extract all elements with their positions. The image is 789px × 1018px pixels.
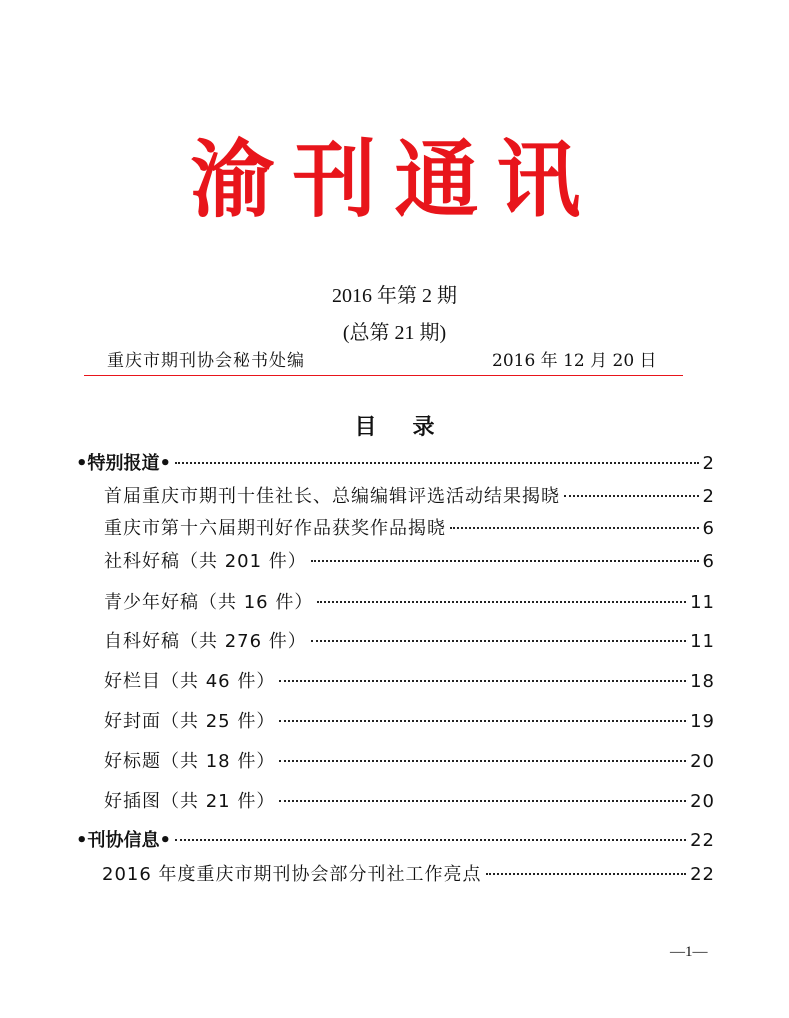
toc-entry[interactable] [104, 707, 715, 733]
dot-leader [486, 873, 687, 875]
toc-entry-label: 青少年好稿（共 16 件） [104, 592, 314, 613]
toc-entry-page: 19 [690, 711, 715, 732]
toc-entry[interactable] [104, 514, 715, 540]
toc-entry-page: 22 [690, 830, 715, 851]
toc-entry-label: 好栏目（共 46 件） [104, 671, 276, 692]
toc-entry[interactable] [104, 627, 715, 653]
toc-entry-label: 社科好稿（共 201 件） [104, 551, 307, 572]
toc-entry[interactable] [104, 547, 715, 573]
toc-entry-page: 11 [690, 631, 715, 652]
issue-number: 2016 年第 2 期 [332, 285, 457, 307]
toc-entry[interactable] [102, 860, 715, 886]
toc-entry-page: 22 [690, 864, 715, 885]
toc-entry-label: 自科好稿（共 276 件） [104, 631, 307, 652]
dot-leader [175, 839, 686, 841]
toc-entry[interactable] [104, 667, 715, 693]
toc-entry[interactable] [104, 588, 715, 614]
editor-credit: 重庆市期刊协会秘书处编 [107, 351, 305, 371]
toc-entry-label: 好封面（共 25 件） [104, 711, 276, 732]
dot-leader [279, 800, 686, 802]
toc-section-special-report[interactable] [76, 449, 715, 475]
toc-entry-page: 20 [690, 791, 715, 812]
toc-entry-label: 好标题（共 18 件） [104, 751, 276, 772]
dot-leader [279, 760, 686, 762]
dot-leader [311, 560, 699, 562]
toc-entry-page: 11 [690, 592, 715, 613]
toc-heading: 目录 [354, 414, 471, 440]
toc-entry-page: 6 [702, 551, 715, 572]
dot-leader [279, 720, 686, 722]
dot-leader [175, 462, 699, 464]
toc-entry-label: 首届重庆市期刊十佳社长、总编编辑评选活动结果揭晓 [104, 486, 560, 507]
issue-total-number: (总第 21 期) [342, 322, 447, 344]
dot-leader [311, 640, 686, 642]
toc-entry-label: 好插图（共 21 件） [104, 791, 276, 812]
toc-entry-page: 6 [702, 518, 715, 539]
toc-entry-page: 20 [690, 751, 715, 772]
dot-leader [317, 601, 686, 603]
toc-entry[interactable] [104, 482, 715, 508]
dot-leader [564, 495, 699, 497]
toc-entry-page: 18 [690, 671, 715, 692]
toc-entry[interactable] [104, 787, 715, 813]
toc-entry-label: 2016 年度重庆市期刊协会部分刊社工作亮点 [102, 864, 482, 885]
toc-entry[interactable] [104, 747, 715, 773]
toc-entry-label: •刊协信息• [76, 830, 172, 851]
toc-entry-label: 重庆市第十六届期刊好作品获奖作品揭晓 [104, 518, 446, 539]
page-number: —1— [670, 944, 708, 960]
dot-leader [279, 680, 686, 682]
masthead-title: 渝刊通讯 [190, 130, 599, 229]
toc-entry-page: 2 [702, 486, 715, 507]
header-divider [84, 375, 683, 376]
toc-section-association-news[interactable] [76, 826, 715, 852]
toc-entry-label: •特别报道• [76, 453, 172, 474]
dot-leader [450, 527, 699, 529]
toc-entry-page: 2 [702, 453, 715, 474]
publication-date: 2016 年 12 月 20 日 [492, 351, 657, 371]
